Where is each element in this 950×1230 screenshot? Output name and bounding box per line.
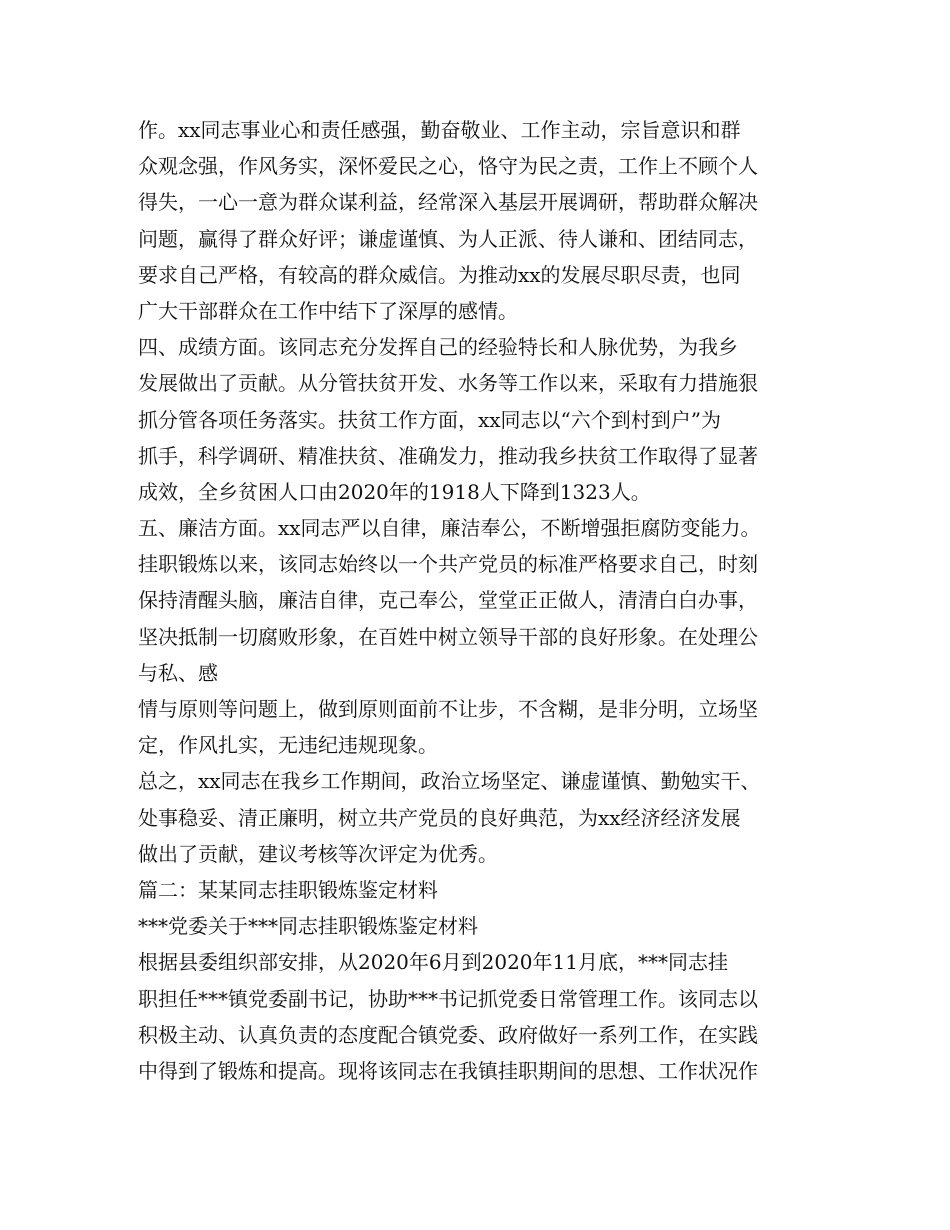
- text-line: 发展做出了贡献。从分管扶贫开发、水务等工作以来，采取有力措施狠: [138, 371, 758, 396]
- text-line: 根据县委组织部安排，从2020年6月到2020年11月底，***同志挂: [138, 950, 728, 975]
- text-line: 积极主动、认真负责的态度配合镇党委、政府做好一系列工作，在实践: [138, 1022, 758, 1047]
- text-line: 保持清醒头脑，廉洁自律，克己奉公，堂堂正正做人，清清白白办事，: [138, 588, 758, 613]
- text-line: 定，作风扎实，无违纪违规现象。: [138, 733, 438, 758]
- text-line: 坚决抵制一切腐败形象，在百姓中树立领导干部的良好形象。在处理公: [138, 624, 758, 649]
- text-line: 广大干部群众在工作中结下了深厚的感情。: [138, 298, 518, 323]
- text-line: 中得到了锻炼和提高。现将该同志在我镇挂职期间的思想、工作状况作: [138, 1058, 758, 1083]
- document-subtitle: ***党委关于***同志挂职锻炼鉴定材料: [138, 914, 478, 939]
- text-line: 得失，一心一意为群众谋利益，经常深入基层开展调研，帮助群众解决: [138, 190, 758, 215]
- text-line: 作。xx同志事业心和责任感强，勤奋敬业、工作主动，宗旨意识和群: [138, 118, 741, 142]
- text-line: 情与原则等问题上，做到原则面前不让步，不含糊，是非分明，立场坚: [138, 697, 758, 721]
- text-line: 抓分管各项任务落实。扶贫工作方面，xx同志以“六个到村到户”为: [138, 407, 722, 432]
- text-line: 抓手，科学调研、精准扶贫、准确发力，推动我乡扶贫工作取得了显著: [138, 443, 758, 468]
- text-line: 众观念强，作风务实，深怀爱民之心，恪守为民之责，工作上不顾个人: [138, 154, 758, 179]
- text-line: 做出了贡献，建议考核等次评定为优秀。: [138, 841, 498, 866]
- text-line: 挂职锻炼以来，该同志始终以一个共产党员的标准严格要求自己，时刻: [138, 552, 758, 577]
- section-heading-line: 四、成绩方面。该同志充分发挥自己的经验特长和人脉优势，为我乡: [138, 335, 738, 360]
- chapter-title: 篇二：某某同志挂职锻炼鉴定材料: [138, 877, 438, 902]
- text-line: 要求自己严格，有较高的群众威信。为推动xx的发展尽职尽责，也同: [138, 262, 741, 287]
- text-line: 问题，赢得了群众好评；谦虚谨慎、为人正派、待人谦和、团结同志，: [138, 226, 758, 251]
- text-line: 成效，全乡贫困人口由2020年的1918人下降到1323人。: [138, 479, 651, 504]
- text-line: 与私、感: [138, 660, 218, 685]
- document-body: [138, 112, 838, 1089]
- section-heading-line: 五、廉洁方面。xx同志严以自律，廉洁奉公，不断增强拒腐防变能力。: [138, 516, 761, 541]
- summary-line: 总之，xx同志在我乡工作期间，政治立场坚定、谦虚谨慎、勤勉实干、: [138, 769, 761, 794]
- text-line: 处事稳妥、清正廉明，树立共产党员的良好典范，为xx经济经济发展: [138, 805, 741, 830]
- text-line: 职担任***镇党委副书记，协助***书记抓党委日常管理工作。该同志以: [138, 986, 758, 1011]
